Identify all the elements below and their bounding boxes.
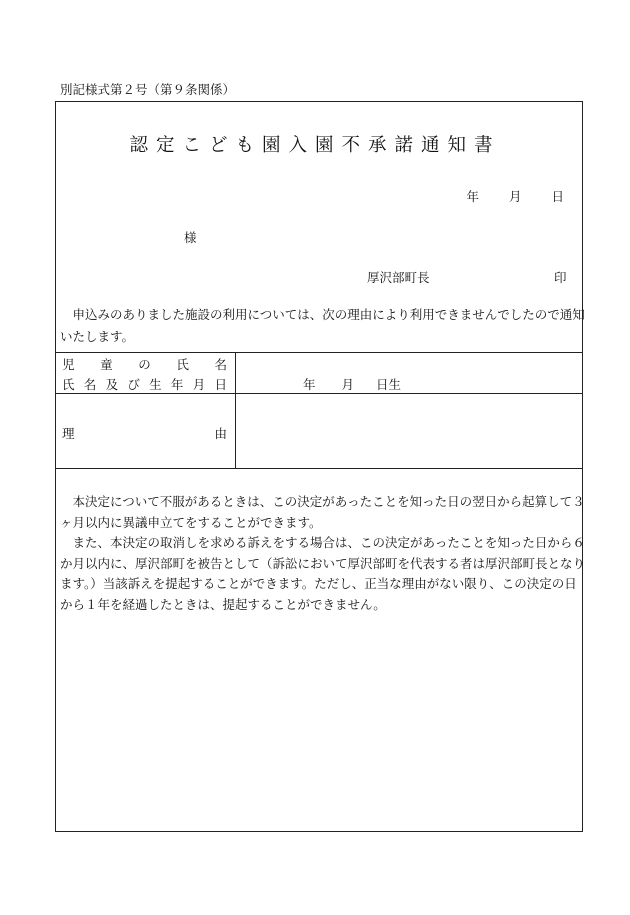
- reason-label: [62, 424, 227, 442]
- date-year-label: 年: [466, 189, 479, 204]
- table-top-border: [55, 352, 583, 353]
- label-char: の: [138, 357, 151, 372]
- issue-date: [466, 187, 564, 205]
- label-char: 氏: [176, 357, 189, 372]
- label-char: 生: [149, 377, 162, 392]
- label-char: 理: [62, 426, 75, 441]
- label-char: 由: [214, 426, 227, 441]
- notice-paragraph: 本決定について不服があるときは、この決定があったことを知った日の翌日から起算して３ヶ月以内に異議申立てをすることができます。: [60, 494, 585, 530]
- form-number: 別記様式第２号（第９条関係）: [60, 82, 236, 97]
- document-title: 認定こども園入園不承諾通知書: [129, 135, 501, 156]
- seal-mark: 印: [554, 270, 567, 285]
- label-char: 月: [192, 377, 206, 392]
- label-char: び: [127, 377, 140, 392]
- table-row-divider: [55, 393, 583, 394]
- birth-day-label: 日生: [376, 377, 402, 392]
- label-char: 氏: [62, 377, 75, 392]
- label-char: 名: [214, 357, 227, 372]
- child-name-label: [62, 355, 227, 373]
- date-day-label: 日: [551, 189, 564, 204]
- appeal-notice: [60, 492, 585, 615]
- issuer-name: 厚沢部町長: [367, 270, 430, 285]
- birth-date-field: [303, 375, 401, 393]
- label-char: 児: [62, 357, 75, 372]
- form-frame: [55, 101, 586, 832]
- birth-month-label: 月: [341, 377, 355, 392]
- intro-text: 申込みのありました施設の利用については、次の理由により利用できませんでしたので通知いたします。: [60, 307, 585, 344]
- label-char: 童: [100, 357, 113, 372]
- label-char: 名: [83, 377, 97, 392]
- table-column-divider: [235, 352, 236, 468]
- birth-year-label: 年: [303, 377, 316, 392]
- table-bottom-border: [55, 468, 583, 469]
- label-char: 日: [214, 377, 227, 392]
- addressee-suffix: 様: [184, 230, 197, 245]
- date-month-label: 月: [508, 189, 522, 204]
- notice-paragraph: また、本決定の取消しを求める訴えをする場合は、この決定があったことを知った日から６か月以内に、厚沢部町を被告として（訴訟において厚沢部町を代表する者は厚沢部町長となります。）当該訴えを提起することができます。ただし、正当な理由がない限り、この決定の日から１年を経過したときは、提起することができません。: [60, 535, 586, 612]
- label-char: 年: [170, 377, 184, 392]
- label-char: 及: [105, 377, 119, 392]
- child-birth-label: [62, 375, 227, 393]
